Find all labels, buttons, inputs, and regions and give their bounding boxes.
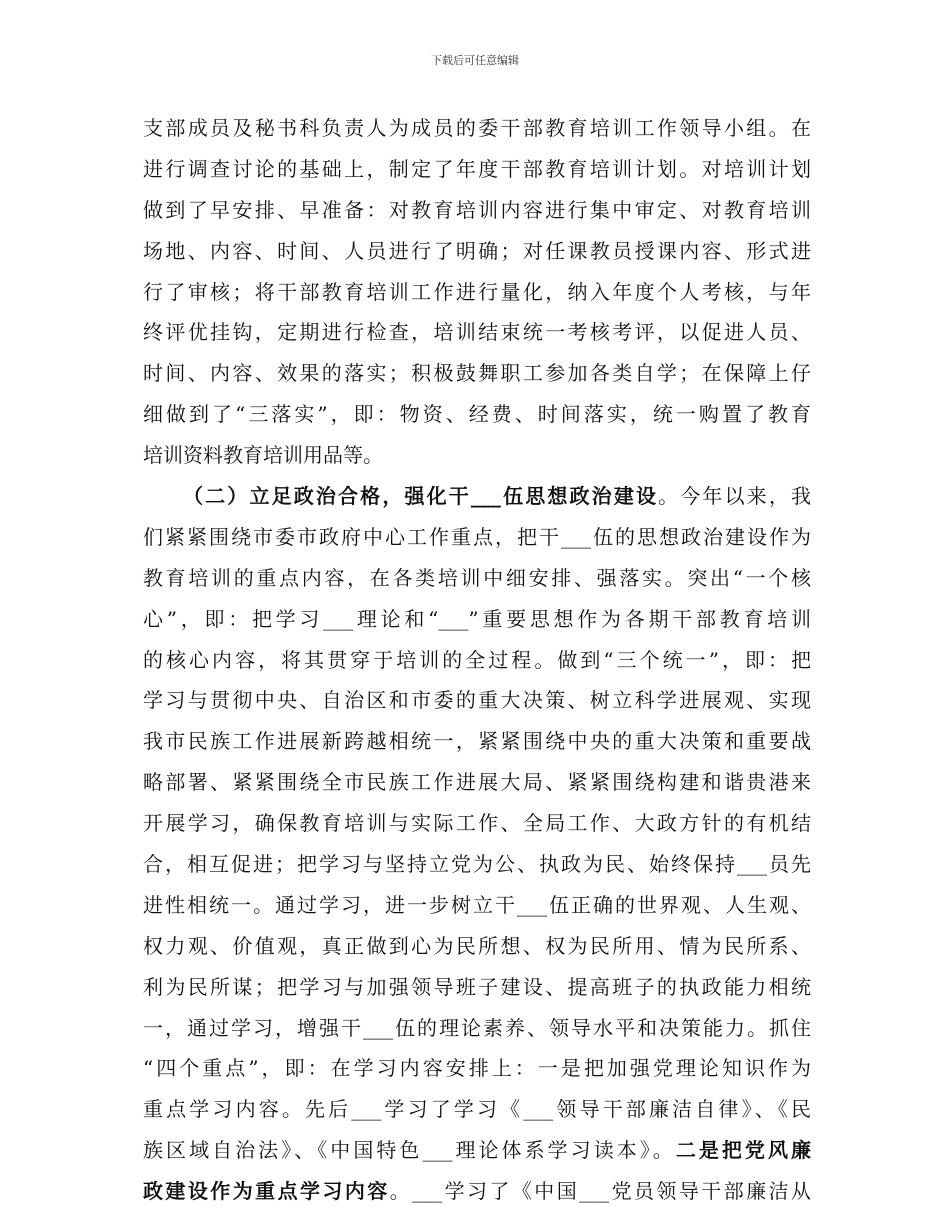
text-line	[143, 272, 811, 313]
document-body	[143, 108, 811, 1212]
text-line	[143, 149, 811, 190]
text-segment: 。今年以来，我	[658, 484, 811, 509]
text-line	[143, 1089, 811, 1130]
text-segment: “四个重点”，即：在学习内容安排上：一是把加强党理论知识作为	[143, 1056, 811, 1081]
text-segment: 时间、内容、效果的落实；积极鼓舞职工参加各类自学；在保障上仔	[143, 361, 811, 386]
text-line	[143, 558, 811, 599]
text-line	[143, 353, 811, 394]
text-line	[143, 926, 811, 967]
text-segment: 们紧紧围绕市委市政府中心工作重点，把干___伍的思想政治建设作为	[143, 524, 811, 549]
text-line	[143, 885, 811, 926]
bold-text-segment: 二是把党风廉	[675, 1138, 811, 1163]
text-segment: 权力观、价值观，真正做到心为民所想、权为民所用、情为民所系、	[143, 933, 811, 958]
text-line	[143, 476, 811, 517]
text-line	[143, 312, 811, 353]
text-segment: 教育培训的重点内容，在各类培训中细安排、强落实。突出“一个核	[143, 565, 811, 590]
text-segment: 细做到了“三落实”，即：物资、经费、时间落实，统一购置了教育	[143, 402, 811, 427]
bold-text-segment: （二）立足政治合格，强化干___伍思想政治建设	[183, 484, 659, 509]
text-line	[143, 231, 811, 272]
text-segment: 。___学习了《中国___党员领导干部廉洁从	[389, 1179, 811, 1204]
text-line	[143, 108, 811, 149]
text-segment: 利为民所谋；把学习与加强领导班子建设、提高班子的执政能力相统	[143, 974, 811, 999]
text-line	[143, 1008, 811, 1049]
text-line	[143, 394, 811, 435]
text-segment: 做到了早安排、早准备：对教育培训内容进行集中审定、对教育培训	[143, 197, 811, 222]
text-line	[143, 190, 811, 231]
text-segment: 终评优挂钩，定期进行检查，培训结束统一考核考评，以促进人员、	[143, 320, 811, 345]
text-segment: 行了审核；将干部教育培训工作进行量化，纳入年度个人考核，与年	[143, 279, 811, 304]
text-segment: 重点学习内容。先后___学习了学习《___领导干部廉洁自律》、《民	[143, 1097, 811, 1122]
text-line	[143, 640, 811, 681]
text-line	[143, 517, 811, 558]
text-line	[143, 844, 811, 885]
text-line	[143, 967, 811, 1008]
text-segment: 进行调查讨论的基础上，制定了年度干部教育培训计划。对培训计划	[143, 156, 811, 181]
text-segment: 我市民族工作进展新跨越相统一，紧紧围绕中央的重大决策和重要战	[143, 729, 811, 754]
text-segment: 培训资料教育培训用品等。	[143, 443, 383, 468]
text-segment: 学习与贯彻中央、自治区和市委的重大决策、树立科学进展观、实现	[143, 688, 811, 713]
text-segment: 族区域自治法》、《中国特色___理论体系学习读本》。	[143, 1138, 676, 1163]
text-line	[143, 599, 811, 640]
text-segment: 合，相互促进；把学习与坚持立党为公、执政为民、始终保持___员先	[143, 852, 811, 877]
text-segment: 略部署、紧紧围绕全市民族工作进展大局、紧紧围绕构建和谐贵港来	[143, 770, 811, 795]
bold-text-segment: 政建设作为重点学习内容	[143, 1179, 390, 1204]
text-line	[143, 1171, 811, 1212]
text-line	[143, 680, 811, 721]
text-line	[143, 1130, 811, 1171]
text-segment: 支部成员及秘书科负责人为成员的委干部教育培训工作领导小组。在	[143, 116, 811, 140]
text-segment: 进性相统一。通过学习，进一步树立干___伍正确的世界观、人生观、	[143, 892, 811, 917]
text-line	[143, 435, 811, 476]
text-line	[143, 1048, 811, 1089]
text-segment: 心”，即：把学习___理论和“___”重要思想作为各期干部教育培训	[143, 606, 811, 631]
text-line	[143, 721, 811, 762]
text-segment: 一，通过学习，增强干___伍的理论素养、领导水平和决策能力。抓住	[143, 1015, 811, 1040]
text-segment: 场地、内容、时间、人员进行了明确；对任课教员授课内容、形式进	[143, 238, 811, 263]
text-segment: 开展学习，确保教育培训与实际工作、全局工作、大政方针的有机结	[143, 811, 811, 836]
text-segment: 的核心内容，将其贯穿于培训的全过程。做到“三个统一”，即：把	[143, 647, 811, 672]
page-header-note: 下载后可任意编辑	[431, 54, 519, 67]
text-line	[143, 803, 811, 844]
text-line	[143, 762, 811, 803]
